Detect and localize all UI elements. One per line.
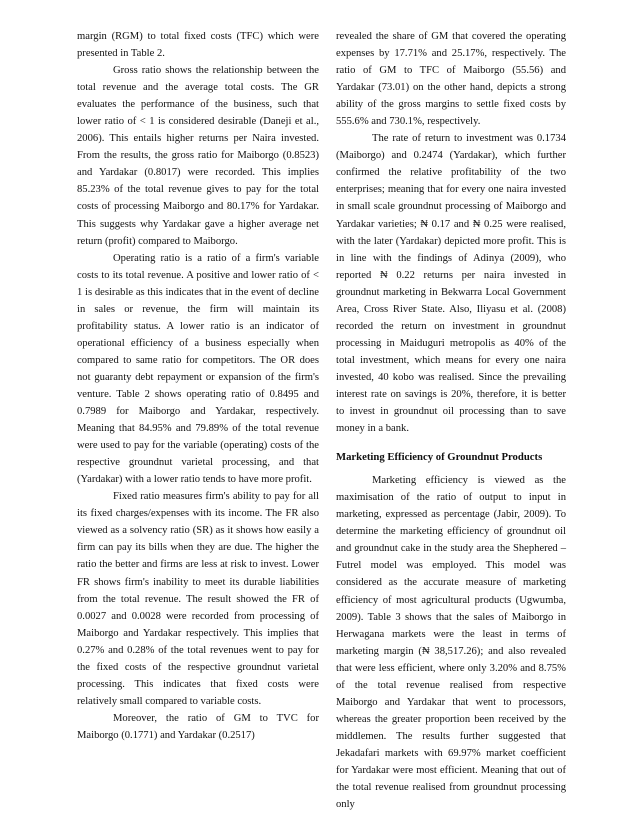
paragraph-return-on-investment: The rate of return to investment was 0.1734 (Maiborgo) and 0.2474 (Yardakar), which further confirmed the relative profitability of the two enterprises; meaning that for every one naira invested in small scale groundnut processing of Maiborgo and Yardakar varieties; ₦ 0.17 and ₦ 0.25 were realised, with the later (Yardakar) depicted more profit. This is in line with the findings of Adinya (2009), who reported ₦ 0.22 returns per naira invested in groundnut marketing in Bekwarra Local Government Area, Cross River State. Also, Iliyasu et al. (2008) recorded the return on investment in groundnut processing in Maiduguri metropolis as 40% of the total investment, which means for every one naira invested, 40 kobo was realised. Since the prevailing interest rate on savings is 20%, therefore, it is better to invest in groundnut oil processing than to save money in a bank.	[336, 133, 566, 435]
paragraph-gm-share: revealed the share of GM that covered the operating expenses by 17.71% and 25.17%, respectively. The ratio of GM to TFC of Maiborgo (55.56) and Yardakar (73.01) on the other hand, depicts a strong ability of the gross margins to settle fixed costs by 555.6% and 730.1%, respectively.	[336, 31, 566, 128]
right-column	[336, 28, 566, 813]
paragraph-marketing-efficiency: Marketing efficiency is viewed as the maximisation of the ratio of output to input in marketing, expressed as percentage (Jabir, 2009). To determine the marketing efficiency of groundnut oil and groundnut cake in the study area the Shephered – Futrel model was employed. This model was considered as the accurate measure of marketing efficiency of most agricultural products (Ugwumba, 2009). Table 3 shows that the sales of Maiborgo in Herwagana markets were the least in terms of marketing margin (₦ 38,517.26); and also revealed that were less efficient, where only 3.20% and 8.75% of the total revenue realised from respective Maiborgo and Yardakar that went to processors, whereas the greater proportion been received by the middlemen. The results further suggested that Jekadafari markets with 69.97% market coefficient for Yardakar were most efficient. Meaning that out of the total revenue realised from groundnut processing only	[336, 475, 566, 811]
paragraph-fixed-ratio: Fixed ratio measures firm's ability to pay for all its fixed charges/expenses with its income. The FR also viewed as a solvency ratio (SR) as it shows how easily a firm can pay its bills when they are due. The higher the ratio the better and firms are less at risk to invest. Lower FR shows firm's inability to meet its durable liabilities from the total revenue. The result showed the FR of 0.0027 and 0.0028 were recorded from processing of Maiborgo and Yardakar respectively. This implies that 0.27% and 0.28% of the total revenues went to pay for the fixed costs of the respective groundnut varietal processing. This indicates that fixed costs were relatively small compared to variable costs.	[77, 491, 319, 707]
paragraph-gm-tvc: Moreover, the ratio of GM to TVC for Maiborgo (0.1771) and Yardakar (0.2517)	[77, 712, 319, 741]
paragraph-gross-ratio: Gross ratio shows the relationship between the total revenue and the average total costs. The GR evaluates the performance of the business, such that lower ratio of < 1 is considered desirable (Daneji et al., 2006). This entails higher returns per Naira invested. From the results, the gross ratio for Maiborgo (0.8523) and Yardakar (0.8017) were recorded. This implies 85.23% of the total revenue gives to pay for the total costs of processing Maiborgo and 80.17% for Yardakar. This suggests why Yardakar gave a higher average net return (profit) compared to Maiborgo.	[77, 65, 319, 247]
paragraph-operating-ratio: Operating ratio is a ratio of a firm's variable costs to its total revenue. A positive and lower ratio of < 1 is desirable as this indicates that in the event of decline in sales or revenue, the firm will maintain its profitability status. A lower ratio is an indicator of operational efficiency of a business especially when compared to same ratio for competitors. The OR does not guaranty debt repayment or expansion of the firm's venture. Table 2 shows operating ratio of 0.8495 and 0.7989 for Maiborgo and Yardakar, respectively. Meaning that 84.95% and 79.89% of the total revenue were used to pay for the variable (operating) costs of the respective groundnut varietal processing, and that (Yardakar) with a lower ratio tends to have more profit.	[77, 252, 319, 486]
section-heading-marketing-efficiency: Marketing Efficiency of Groundnut Products	[336, 451, 543, 464]
left-column	[77, 28, 319, 744]
paragraph-rgm-continuation: margin (RGM) to total fixed costs (TFC) which were presented in Table 2.	[77, 31, 319, 60]
